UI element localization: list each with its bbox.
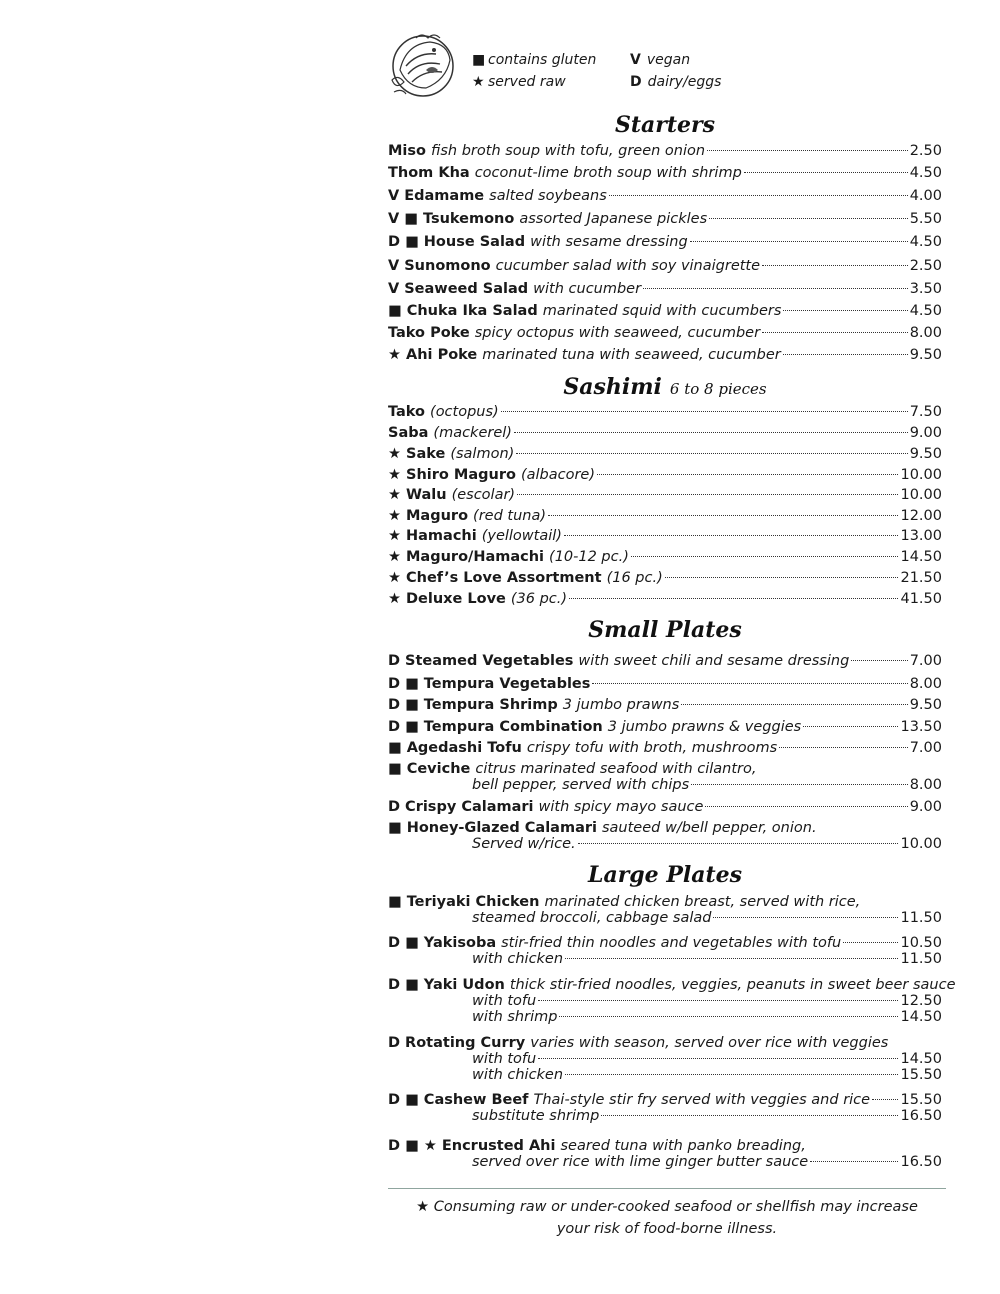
item-description: with chicken [472,951,564,967]
dot-leader [709,218,908,219]
dietary-marks: ★ [388,446,401,462]
dietary-marks: D [388,1035,401,1051]
dot-leader [690,241,908,242]
dietary-marks: ★ [388,549,401,565]
dot-leader [705,806,907,807]
menu-item-continuation [472,1066,942,1084]
dietary-marks: D ■ [388,935,419,951]
dot-leader [691,784,908,785]
section-title-large-plates: Large Plates [587,862,743,888]
menu-item [388,466,942,484]
item-name: Tako Poke [388,325,470,341]
menu-item [388,445,942,463]
item-name: Honey-Glazed Calamari [406,820,597,836]
dot-leader [559,1016,898,1017]
item-price: 21.50 [900,570,942,586]
dot-leader [569,598,898,599]
dietary-marks: D ■ [388,977,419,993]
item-description: (red tuna) [473,508,546,524]
item-description: bell pepper, served with chips [472,777,690,793]
item-price: 10.00 [900,467,942,483]
dietary-marks: D ■ [388,1092,419,1108]
item-name: Saba [388,425,429,441]
legend-dairy: D dairy/eggs [630,74,722,90]
item-price: 4.00 [909,188,942,204]
item-price: 10.00 [900,836,942,852]
menu-item-continuation [472,776,942,794]
dot-leader [548,515,898,516]
menu-item [388,257,942,275]
menu-item [388,187,942,205]
menu-item [388,675,942,693]
item-description: (octopus) [430,404,499,420]
menu-item-continuation [472,1107,942,1125]
item-name: House Salad [423,234,526,250]
item-description: assorted Japanese pickles [519,211,708,227]
item-price: 7.00 [909,740,942,756]
dietary-marks: ★ [388,570,401,586]
item-description: fish broth soup with tofu, green onion [431,143,706,159]
item-name: Rotating Curry [405,1035,526,1051]
item-description: substitute shrimp [472,1108,600,1124]
item-description: (mackerel) [433,425,512,441]
item-name: Sunomono [404,258,491,274]
item-name: Tempura Combination [423,719,603,735]
item-price: 12.00 [900,508,942,524]
menu-item [388,280,942,298]
menu-item [388,696,942,714]
menu-item-continuation [472,1008,942,1026]
dot-leader [516,453,907,454]
item-description: with cucumber [533,281,642,297]
item-name: Deluxe Love [406,591,506,607]
dietary-marks: V ■ [388,211,418,227]
item-price: 9.00 [909,799,942,815]
item-description: Served w/rice. [472,836,576,852]
item-price: 15.50 [900,1067,942,1083]
item-name: Tempura Vegetables [423,676,591,692]
restaurant-logo-icon [386,30,464,100]
item-name: Tempura Shrimp [423,697,558,713]
dot-leader [681,704,907,705]
dot-leader [803,726,898,727]
item-price: 14.50 [900,1051,942,1067]
dietary-marks: ■ [388,740,402,756]
dot-leader [501,411,908,412]
dietary-marks: ★ [388,347,401,363]
item-description: with sesame dressing [530,234,688,250]
item-description: with tofu [472,1051,537,1067]
item-price: 14.50 [900,1009,942,1025]
item-name: Shiro Maguro [406,467,516,483]
dot-leader [851,660,907,661]
item-price: 41.50 [900,591,942,607]
dietary-marks: ★ [388,528,401,544]
dot-leader [578,843,899,844]
item-price: 8.00 [909,325,942,341]
dot-leader [872,1099,898,1100]
dot-leader [564,535,899,536]
item-description: spicy octopus with seaweed, cucumber [474,325,761,341]
menu-item [388,798,942,816]
item-description: stir-fried thin noodles and vegetables with tofu [501,935,842,951]
item-description: with sweet chili and sesame dressing [578,653,850,669]
item-description: marinated squid with cucumbers [542,303,782,319]
item-description: sauteed w/bell pepper, onion. [601,820,817,836]
item-price: 13.50 [900,719,942,735]
item-price: 9.00 [909,425,942,441]
dot-leader [538,1058,898,1059]
raw-warning-line-1: ★ Consuming raw or under-cooked seafood or shellfish may increase [416,1199,918,1215]
item-price: 8.00 [909,676,942,692]
item-description: with spicy mayo sauce [538,799,704,815]
menu-item [388,424,942,442]
dietary-marks: V [388,281,400,297]
menu-item [388,324,942,342]
dietary-marks: ★ [388,467,401,483]
item-price: 10.50 [900,935,942,951]
dietary-marks: V [388,188,400,204]
legend-right [630,49,721,93]
item-description: marinated chicken breast, served with rice, [544,894,861,910]
menu-item [388,739,942,757]
item-name: Sake [406,446,446,462]
dot-leader [601,1115,898,1116]
item-description: (10-12 pc.) [549,549,629,565]
legend-left [472,49,596,93]
dietary-marks: V [388,258,400,274]
item-name: Crispy Calamari [405,799,534,815]
dot-leader [597,474,899,475]
item-name: Yakisoba [423,935,497,951]
dietary-marks: D [388,653,401,669]
legend-gluten: ■ contains gluten [472,52,597,68]
dietary-marks: ■ [388,303,402,319]
item-name: Hamachi [406,528,477,544]
menu-item [388,486,942,504]
item-description: coconut-lime broth soup with shrimp [474,165,742,181]
item-name: Seaweed Salad [404,281,529,297]
item-price: 4.50 [909,165,942,181]
menu-item [388,210,942,228]
dot-leader [565,1074,898,1075]
dietary-marks: D ■ [388,676,419,692]
menu-item [388,164,942,182]
item-name: Tako [388,404,426,420]
dot-leader [631,556,899,557]
item-description: crispy tofu with broth, mushrooms [526,740,778,756]
item-name: Walu [406,487,447,503]
item-name: Chef’s Love Assortment [406,570,602,586]
menu-item [388,142,942,160]
item-description: served over rice with lime ginger butter sauce [472,1154,809,1170]
dietary-marks: ★ [388,487,401,503]
item-description: with shrimp [472,1009,558,1025]
dietary-marks: D ■ [388,697,419,713]
item-name: Ahi Poke [406,347,478,363]
menu-item [388,346,942,364]
item-description: (16 pc.) [606,570,663,586]
menu-item-continuation [472,950,942,968]
item-description: varies with season, served over rice with veggies [530,1035,889,1051]
menu-item [388,302,942,320]
dot-leader [762,265,908,266]
item-description: cucumber salad with soy vinaigrette [495,258,761,274]
dot-leader [707,150,908,151]
dietary-marks: ★ [388,591,401,607]
item-price: 12.50 [900,993,942,1009]
dietary-marks: D [388,799,401,815]
item-price: 15.50 [900,1092,942,1108]
section-title-small-plates: Small Plates [588,617,742,643]
item-description: (escolar) [451,487,516,503]
item-price: 7.00 [909,653,942,669]
item-price: 2.50 [909,258,942,274]
menu-item-continuation [472,909,942,927]
item-description: thick stir-fried noodles, veggies, peanuts in sweet beer sauce [509,977,956,993]
item-name: Maguro [406,508,469,524]
dietary-marks: ■ [388,894,402,910]
dot-leader [762,332,908,333]
item-name: Miso [388,143,426,159]
item-price: 16.50 [900,1154,942,1170]
item-price: 2.50 [909,143,942,159]
item-price: 16.50 [900,1108,942,1124]
dietary-marks: ■ [388,820,402,836]
dot-leader [843,942,898,943]
dietary-marks: D ■ [388,719,419,735]
dot-leader [643,288,908,289]
item-description: citrus marinated seafood with cilantro, [475,761,757,777]
item-price: 14.50 [900,549,942,565]
dietary-marks: D ■ [388,234,419,250]
item-description: (albacore) [520,467,595,483]
dietary-marks: D ■ ★ [388,1138,437,1154]
item-description: with chicken [472,1067,564,1083]
item-name: Edamame [404,188,485,204]
item-price: 4.50 [909,303,942,319]
item-price: 9.50 [909,347,942,363]
item-name: Encrusted Ahi [441,1138,556,1154]
legend-vegan: V vegan [630,52,691,68]
dot-leader [592,683,907,684]
item-price: 8.00 [909,777,942,793]
menu-item [388,652,942,670]
item-name: Agedashi Tofu [406,740,522,756]
item-name: Maguro/Hamachi [406,549,545,565]
item-description: salted soybeans [489,188,607,204]
dietary-marks: ★ [388,508,401,524]
item-description: 3 jumbo prawns & veggies [607,719,802,735]
item-price: 3.50 [909,281,942,297]
item-description: steamed broccoli, cabbage salad [472,910,712,926]
item-name: Ceviche [406,761,471,777]
dot-leader [713,917,898,918]
item-name: Cashew Beef [423,1092,529,1108]
dot-leader [538,1000,898,1001]
item-name: Steamed Vegetables [405,653,574,669]
menu-item [388,569,942,587]
item-description: Thai-style stir fry served with veggies and rice [533,1092,871,1108]
menu-item-continuation [472,835,942,853]
menu-item [388,233,942,251]
item-price: 7.50 [909,404,942,420]
raw-warning-line-2: your risk of food-borne illness. [556,1221,778,1237]
dot-leader [744,172,908,173]
item-price: 11.50 [900,951,942,967]
item-description: marinated tuna with seaweed, cucumber [482,347,781,363]
menu-item [388,403,942,421]
menu-item [388,507,942,525]
menu-item [388,527,942,545]
item-price: 9.50 [909,446,942,462]
item-name: Chuka Ika Salad [406,303,538,319]
item-description: (yellowtail) [481,528,562,544]
legend-raw: ★ served raw [472,74,566,90]
item-description: (salmon) [450,446,515,462]
item-name: Tsukemono [422,211,515,227]
dot-leader [609,195,908,196]
item-price: 10.00 [900,487,942,503]
item-description: (36 pc.) [510,591,568,607]
item-price: 9.50 [909,697,942,713]
item-price: 5.50 [909,211,942,227]
dot-leader [783,354,908,355]
section-title-starters: Starters [614,112,716,138]
dot-leader [665,577,899,578]
dot-leader [810,1161,898,1162]
menu-item [388,718,942,736]
item-description: with tofu [472,993,537,1009]
menu-item [388,590,942,608]
section-title-sashimi: Sashimi 6 to 8 pieces [563,374,767,400]
item-name: Teriyaki Chicken [406,894,540,910]
item-name: Thom Kha [388,165,470,181]
item-description: seared tuna with panko breading, [560,1138,806,1154]
item-price: 4.50 [909,234,942,250]
dot-leader [783,310,907,311]
dietary-marks: ■ [388,761,402,777]
footer-divider [388,1188,946,1189]
dot-leader [779,747,908,748]
item-description: 3 jumbo prawns [562,697,680,713]
menu-item [388,548,942,566]
menu-item-continuation [472,1153,942,1171]
dot-leader [565,958,898,959]
item-price: 13.00 [900,528,942,544]
dot-leader [517,494,898,495]
item-name: Yaki Udon [423,977,505,993]
dot-leader [514,432,908,433]
item-price: 11.50 [900,910,942,926]
